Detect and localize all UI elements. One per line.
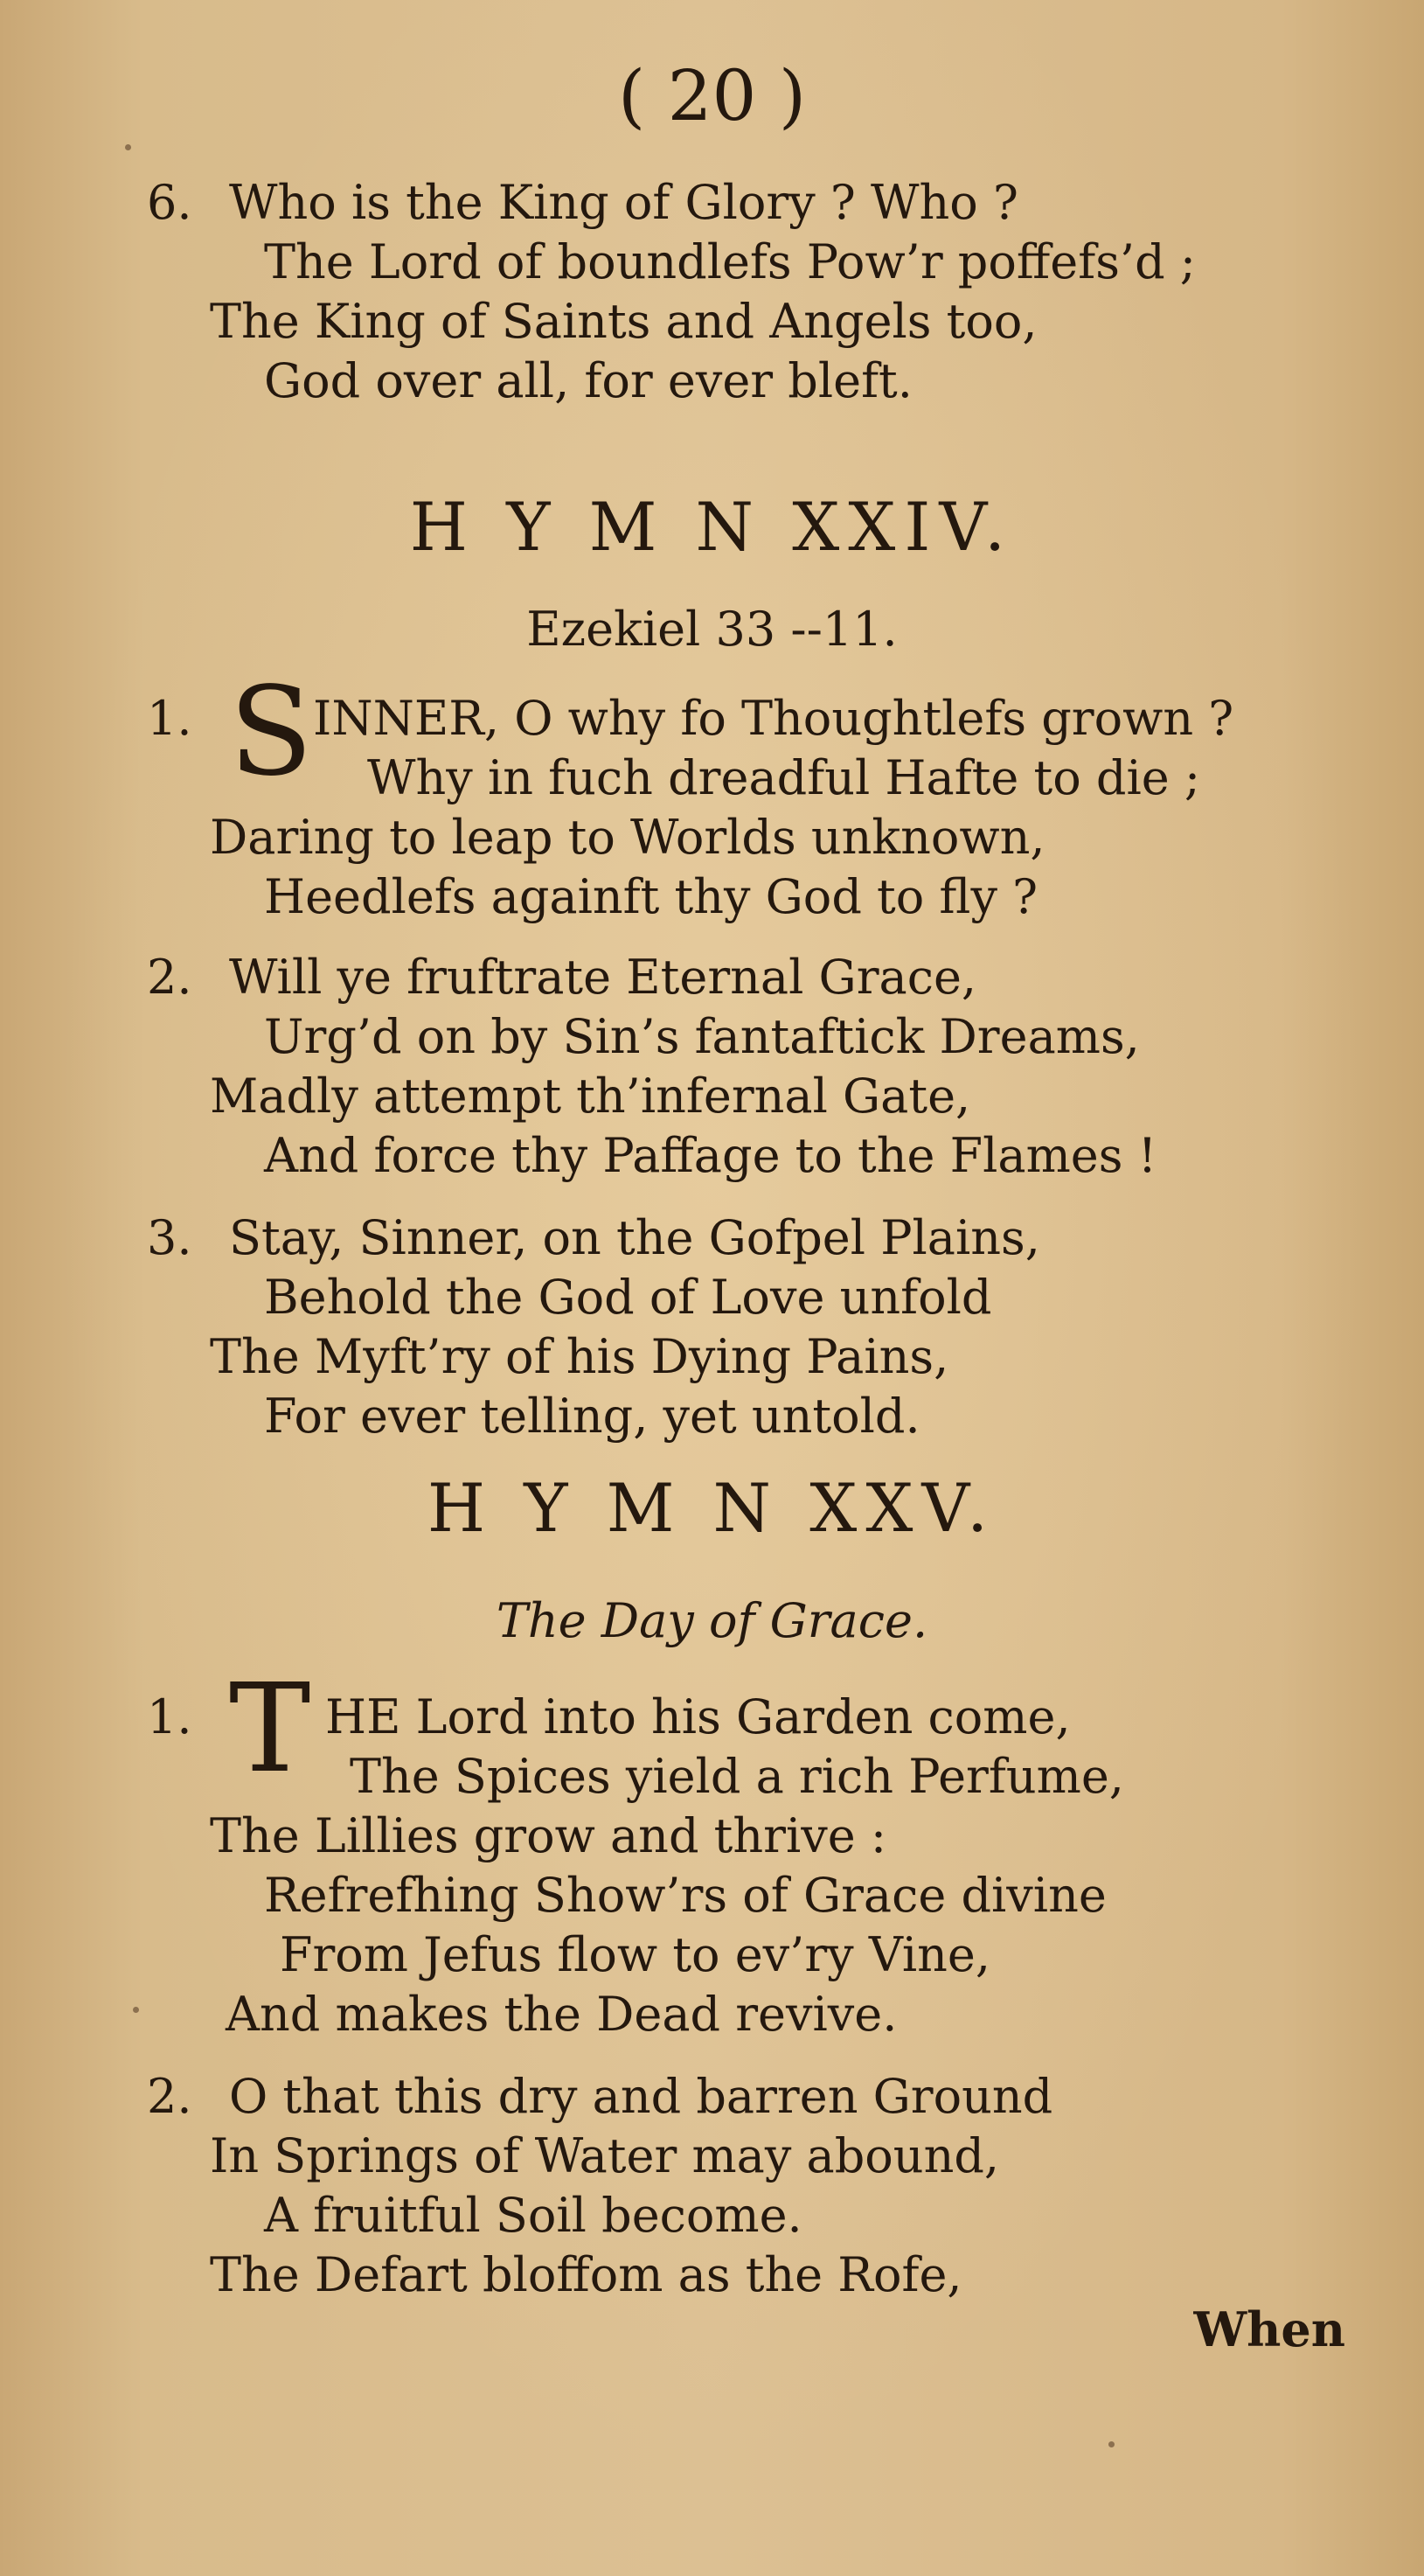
- verse-line: Urg’d on by Sin’s fantaftick Dreams,: [264, 1009, 1140, 1064]
- hymn-24-scripture-reference: Ezekiel 33 --11.: [526, 602, 898, 657]
- verse-line: The Defart bloffom as the Rofe,: [210, 2247, 962, 2302]
- verse-line: And force thy Paffage to the Flames !: [264, 1128, 1157, 1183]
- verse-line: Why in fuch dreadful Hafte to die ;: [367, 750, 1201, 805]
- verse-line: A fruitful Soil become.: [264, 2188, 802, 2243]
- verse-number: 1.: [147, 691, 192, 746]
- verse-number: 1.: [147, 1689, 192, 1744]
- verse-line: The Lillies grow and thrive :: [210, 1808, 887, 1863]
- verse-line: In Springs of Water may abound,: [210, 2128, 1000, 2183]
- verse-line: Stay, Sinner, on the Gofpel Plains,: [229, 1210, 1040, 1265]
- verse-line: HE Lord into his Garden come,: [325, 1689, 1071, 1744]
- verse-number: 2.: [147, 2069, 192, 2124]
- verse-line: The King of Saints and Angels too,: [210, 294, 1038, 349]
- verse-line: Behold the God of Love unfold: [264, 1270, 992, 1325]
- verse-number: 2.: [147, 950, 192, 1005]
- verse-number: 3.: [147, 1210, 192, 1265]
- paper-speck: [125, 144, 131, 150]
- verse-line: From Jefus flow to ev’ry Vine,: [280, 1927, 991, 1982]
- verse-line: The Lord of boundlefs Pow’r poffefs’d ;: [264, 234, 1196, 289]
- verse-line: INNER, O why fo Thoughtlefs grown ?: [313, 691, 1234, 746]
- catchword: When: [1193, 2301, 1345, 2357]
- paper-speck: [1108, 2441, 1115, 2447]
- verse-line: The Myft’ry of his Dying Pains,: [210, 1329, 949, 1384]
- verse-line: Refrefhing Show’rs of Grace divine: [264, 1868, 1107, 1923]
- hymn-25-heading: H Y M N XXV.: [427, 1469, 997, 1547]
- verse-line: Heedlefs againft thy God to fly ?: [264, 869, 1038, 924]
- verse-line: Madly attempt th’infernal Gate,: [210, 1069, 971, 1124]
- hymn-25-title: The Day of Grace.: [496, 1593, 928, 1648]
- verse-line: For ever telling, yet untold.: [264, 1389, 920, 1444]
- drop-cap: S: [229, 661, 313, 804]
- verse-line: Will ye fruftrate Eternal Grace,: [229, 950, 977, 1005]
- verse-line: Daring to leap to Worlds unknown,: [210, 810, 1045, 865]
- verse-line: The Spices yield a rich Perfume,: [350, 1749, 1124, 1804]
- verse-number: 6.: [147, 175, 192, 230]
- page-number: ( 20 ): [617, 55, 807, 136]
- verse-line: God over all, for ever bleft.: [264, 353, 913, 408]
- paper-speck: [133, 2007, 139, 2013]
- verse-line: O that this dry and barren Ground: [229, 2069, 1053, 2124]
- drop-cap: T: [229, 1658, 311, 1800]
- verse-line: And makes the Dead revive.: [226, 1987, 898, 2042]
- verse-line: Who is the King of Glory ? Who ?: [229, 175, 1018, 230]
- hymn-24-heading: H Y M N XXIV.: [409, 488, 1015, 566]
